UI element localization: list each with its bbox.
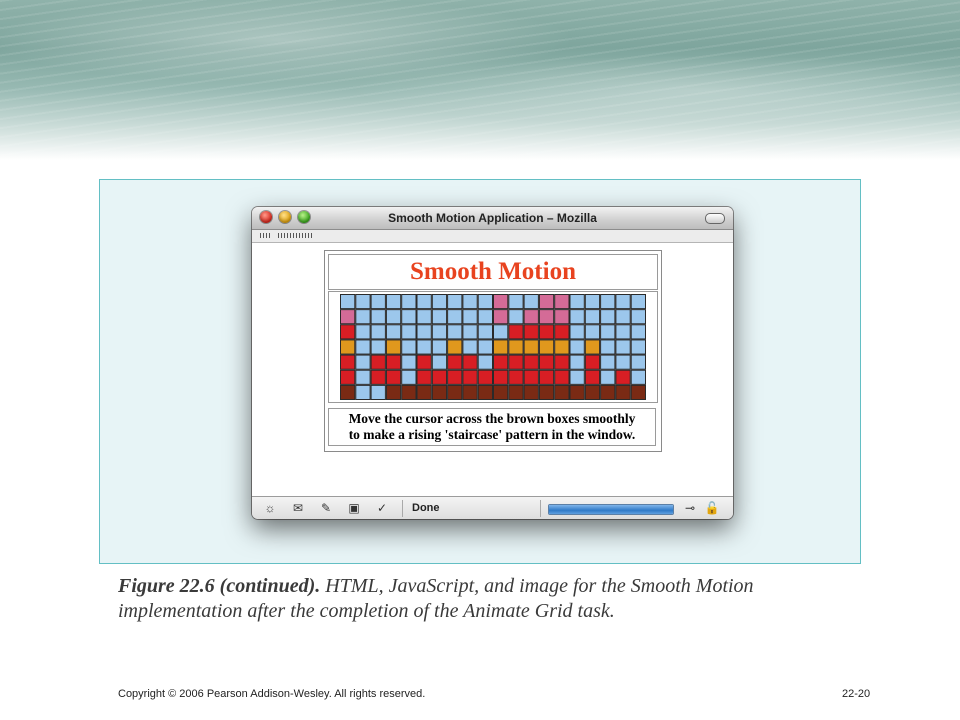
grid-box[interactable]	[524, 325, 538, 339]
grid-box[interactable]	[524, 385, 538, 399]
grid-box[interactable]	[463, 325, 477, 339]
grid-box[interactable]	[555, 370, 569, 384]
grid-box[interactable]	[371, 385, 385, 399]
grid-box[interactable]	[463, 355, 477, 369]
grid-box[interactable]	[417, 310, 431, 324]
grid-box[interactable]	[463, 370, 477, 384]
grid-box[interactable]	[448, 325, 462, 339]
grid-box[interactable]	[448, 310, 462, 324]
grid-box[interactable]	[509, 385, 523, 399]
grid-box[interactable]	[448, 295, 462, 309]
grid-box[interactable]	[432, 355, 446, 369]
grid-box[interactable]	[631, 370, 645, 384]
grid-box[interactable]	[616, 340, 630, 354]
grid-box[interactable]	[524, 370, 538, 384]
grid-box[interactable]	[371, 340, 385, 354]
composer-icon[interactable]: ✎	[320, 501, 332, 515]
grid-box[interactable]	[601, 310, 615, 324]
grid-box[interactable]	[631, 310, 645, 324]
grid-box[interactable]	[356, 355, 370, 369]
instructions-line-2: to make a rising 'staircase' pattern in the window.	[348, 427, 636, 442]
sea-banner	[0, 0, 960, 160]
caption-line-2: implementation after the completion of the Animate Grid task.	[118, 600, 615, 622]
copyright-notice: Copyright © 2006 Pearson Addison-Wesley. All rights reserved.	[118, 688, 426, 700]
grid-box[interactable]	[585, 385, 599, 399]
grid-box[interactable]	[478, 310, 492, 324]
grid-box[interactable]	[539, 325, 553, 339]
grid-box[interactable]	[616, 325, 630, 339]
grid-box[interactable]	[601, 385, 615, 399]
status-divider	[540, 500, 541, 517]
chat-icon[interactable]: ✓	[376, 501, 388, 515]
grid-box[interactable]	[616, 385, 630, 399]
grid-box[interactable]	[494, 385, 508, 399]
grid-box[interactable]	[478, 295, 492, 309]
grid-box[interactable]	[585, 325, 599, 339]
grid-box[interactable]	[509, 370, 523, 384]
grid-box[interactable]	[341, 370, 355, 384]
grid-box[interactable]	[463, 385, 477, 399]
grid-box[interactable]	[432, 310, 446, 324]
grid-box[interactable]	[494, 310, 508, 324]
sun-icon[interactable]: ☼	[264, 501, 276, 515]
grid-box[interactable]	[585, 370, 599, 384]
grid-box[interactable]	[402, 340, 416, 354]
grid-box[interactable]	[402, 310, 416, 324]
grid-box[interactable]	[539, 355, 553, 369]
grid-box[interactable]	[570, 385, 584, 399]
progress-fill	[549, 505, 673, 514]
grid-box[interactable]	[386, 295, 400, 309]
grid-box[interactable]	[341, 310, 355, 324]
grid-box[interactable]	[417, 340, 431, 354]
grid-box[interactable]	[601, 325, 615, 339]
grid-box[interactable]	[432, 340, 446, 354]
grid-box[interactable]	[341, 385, 355, 399]
grid-box[interactable]	[555, 340, 569, 354]
grid-box[interactable]	[356, 370, 370, 384]
grid-box[interactable]	[509, 310, 523, 324]
grid-box[interactable]	[631, 385, 645, 399]
grid-box[interactable]	[570, 370, 584, 384]
progress-bar	[548, 504, 674, 515]
grid-box[interactable]	[631, 355, 645, 369]
grid-box[interactable]	[417, 355, 431, 369]
grid-box[interactable]	[585, 355, 599, 369]
grid-box[interactable]	[539, 370, 553, 384]
grid-box[interactable]	[356, 295, 370, 309]
grid-box[interactable]	[356, 310, 370, 324]
status-text: Done	[412, 502, 440, 514]
grid-box[interactable]	[585, 340, 599, 354]
grid-box[interactable]	[616, 310, 630, 324]
grid-box[interactable]	[555, 310, 569, 324]
grid-box[interactable]	[448, 340, 462, 354]
grid-box[interactable]	[371, 295, 385, 309]
grid-box[interactable]	[432, 325, 446, 339]
toolbar-toggle-button[interactable]	[705, 213, 725, 224]
address-book-icon[interactable]: ▣	[348, 501, 360, 515]
figure-caption	[118, 574, 848, 624]
grid-box[interactable]	[509, 340, 523, 354]
grid-box[interactable]	[341, 340, 355, 354]
status-bar	[252, 496, 733, 519]
grid-box[interactable]	[631, 340, 645, 354]
grid-box[interactable]	[494, 295, 508, 309]
status-divider	[402, 500, 403, 517]
grid-box[interactable]	[478, 340, 492, 354]
instructions	[328, 408, 656, 446]
grid-box[interactable]	[509, 355, 523, 369]
grid-box[interactable]	[448, 385, 462, 399]
smooth-motion-table	[324, 250, 662, 452]
toolbar-grip-icon[interactable]	[260, 233, 272, 238]
grid-box[interactable]	[417, 295, 431, 309]
grid-box[interactable]	[341, 295, 355, 309]
grid-box[interactable]	[356, 325, 370, 339]
grid-box[interactable]	[539, 310, 553, 324]
grid-box[interactable]	[555, 385, 569, 399]
grid-box[interactable]	[585, 310, 599, 324]
grid-box[interactable]	[386, 370, 400, 384]
connection-plug-icon[interactable]: ⊸	[684, 501, 696, 515]
grid-box[interactable]	[356, 340, 370, 354]
lock-icon[interactable]: 🔓	[704, 501, 720, 515]
grid-box[interactable]	[555, 355, 569, 369]
grid-box[interactable]	[616, 355, 630, 369]
grid-box[interactable]	[371, 325, 385, 339]
grid-box[interactable]	[417, 325, 431, 339]
grid-box[interactable]	[524, 355, 538, 369]
collapsed-toolbar	[252, 230, 733, 243]
grid-box[interactable]	[402, 325, 416, 339]
grid-box[interactable]	[570, 325, 584, 339]
grid-box[interactable]	[402, 295, 416, 309]
grid-box[interactable]	[570, 355, 584, 369]
grid-box[interactable]	[386, 355, 400, 369]
grid-box[interactable]	[570, 295, 584, 309]
toolbar-grip-icon[interactable]	[278, 233, 314, 238]
grid-box[interactable]	[432, 295, 446, 309]
page-title: Smooth Motion	[328, 254, 658, 290]
grid-box[interactable]	[402, 370, 416, 384]
grid-box[interactable]	[356, 385, 370, 399]
instructions-line-1: Move the cursor across the brown boxes smoothly	[348, 411, 636, 426]
grid-box[interactable]	[601, 370, 615, 384]
grid-box[interactable]	[555, 295, 569, 309]
grid-box[interactable]	[601, 340, 615, 354]
grid-box[interactable]	[478, 370, 492, 384]
grid-box[interactable]	[463, 295, 477, 309]
grid-box[interactable]	[478, 385, 492, 399]
grid-box[interactable]	[494, 355, 508, 369]
grid-box[interactable]	[539, 295, 553, 309]
grid-box[interactable]	[631, 325, 645, 339]
grid-box[interactable]	[371, 355, 385, 369]
title-bar[interactable]	[252, 207, 733, 230]
window-title: Smooth Motion Application – Mozilla	[388, 211, 597, 225]
grid-box[interactable]	[386, 325, 400, 339]
grid-container	[328, 291, 658, 403]
grid-box[interactable]	[371, 310, 385, 324]
grid-box[interactable]	[417, 370, 431, 384]
mail-icon[interactable]: ✉	[292, 501, 304, 515]
grid-box[interactable]	[448, 370, 462, 384]
grid-box[interactable]	[432, 385, 446, 399]
grid-box[interactable]	[463, 340, 477, 354]
grid-box[interactable]	[539, 385, 553, 399]
grid-box[interactable]	[478, 355, 492, 369]
grid-box[interactable]	[616, 295, 630, 309]
grid-box[interactable]	[524, 295, 538, 309]
grid-box[interactable]	[601, 355, 615, 369]
grid-box[interactable]	[524, 340, 538, 354]
grid-box[interactable]	[402, 385, 416, 399]
grid-box[interactable]	[631, 295, 645, 309]
grid-box[interactable]	[463, 310, 477, 324]
caption-line-1	[118, 574, 848, 599]
grid-box[interactable]	[386, 310, 400, 324]
grid-box[interactable]	[341, 355, 355, 369]
grid-box[interactable]	[386, 340, 400, 354]
page-number: 22-20	[842, 688, 871, 700]
grid-box[interactable]	[494, 370, 508, 384]
grid-box[interactable]	[555, 325, 569, 339]
box-grid[interactable]	[340, 294, 646, 400]
grid-box[interactable]	[524, 310, 538, 324]
grid-box[interactable]	[570, 340, 584, 354]
grid-box[interactable]	[341, 325, 355, 339]
grid-box[interactable]	[494, 325, 508, 339]
grid-box[interactable]	[616, 370, 630, 384]
grid-box[interactable]	[371, 370, 385, 384]
page-content	[252, 243, 733, 495]
grid-box[interactable]	[585, 295, 599, 309]
browser-window	[252, 207, 733, 519]
grid-box[interactable]	[494, 340, 508, 354]
figure-label: Figure 22.6 (continued).	[118, 575, 321, 597]
grid-box[interactable]	[570, 310, 584, 324]
grid-box[interactable]	[432, 370, 446, 384]
grid-box[interactable]	[402, 355, 416, 369]
grid-box[interactable]	[386, 385, 400, 399]
grid-box[interactable]	[539, 340, 553, 354]
grid-box[interactable]	[417, 385, 431, 399]
grid-box[interactable]	[478, 325, 492, 339]
caption-text-1: HTML, JavaScript, and image for the Smooth Motion	[320, 575, 754, 597]
grid-box[interactable]	[509, 325, 523, 339]
grid-box[interactable]	[601, 295, 615, 309]
grid-box[interactable]	[509, 295, 523, 309]
grid-box[interactable]	[448, 355, 462, 369]
